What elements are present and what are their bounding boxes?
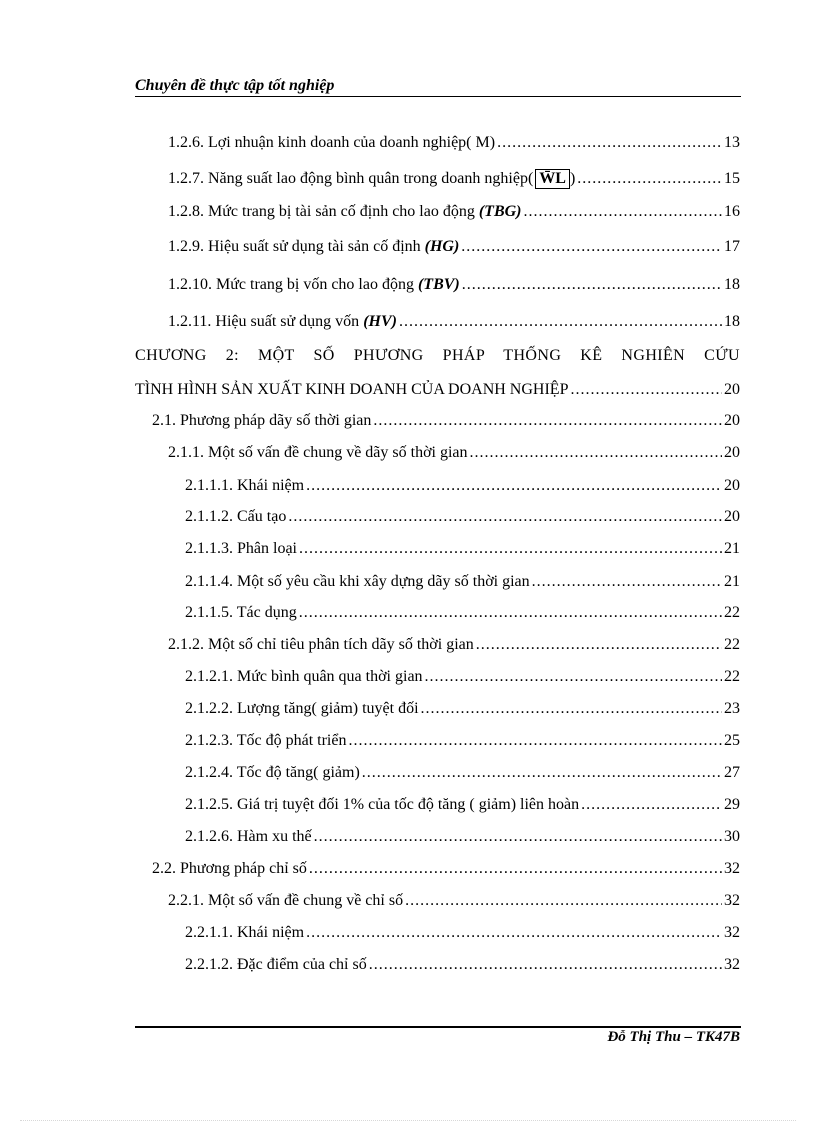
toc-leader — [476, 636, 722, 654]
toc-page-number: 18 — [724, 313, 740, 330]
toc-entry-text: 1.2.9. Hiệu suất sử dụng tài sản cố định — [168, 238, 421, 255]
toc-page-number: 30 — [724, 828, 740, 845]
toc-leader — [306, 477, 722, 495]
toc-entry[interactable] — [185, 796, 740, 814]
toc-entry-text: 2.1. Phương pháp dãy số thời gian — [152, 412, 372, 429]
toc-page-number: 23 — [724, 700, 740, 717]
toc-page-number: 20 — [724, 412, 740, 429]
toc-page-number: 29 — [724, 796, 740, 813]
toc-leader — [373, 412, 722, 430]
toc-leader — [405, 892, 722, 910]
toc-entry[interactable] — [152, 860, 740, 878]
toc-entry[interactable] — [168, 313, 740, 331]
toc-page-number: 13 — [724, 134, 740, 151]
toc-entry[interactable] — [168, 636, 740, 654]
toc-entry-text: 2.1.2. Một số chỉ tiêu phân tích dãy số thời gian — [168, 636, 474, 653]
toc-page-number: 17 — [724, 238, 740, 255]
toc-leader — [288, 508, 722, 526]
toc-page-number: 27 — [724, 764, 740, 781]
toc-entry[interactable] — [185, 924, 740, 942]
toc-entry[interactable] — [185, 604, 740, 622]
toc-leader — [306, 924, 722, 942]
toc-entry-text: 2.1.1.5. Tác dụng — [185, 604, 297, 621]
toc-leader — [421, 700, 722, 718]
toc-entry[interactable] — [168, 444, 740, 462]
toc-entry[interactable] — [185, 573, 740, 591]
toc-entry[interactable] — [168, 203, 740, 221]
toc-leader — [369, 956, 722, 974]
toc-entry-symbol: W̄L — [535, 169, 570, 189]
toc-entry-text: 1.2.10. Mức trang bị vốn cho lao động — [168, 276, 414, 293]
toc-page-number: 22 — [724, 604, 740, 621]
toc-entry[interactable] — [185, 956, 740, 974]
toc-entry-text: 2.2.1. Một số vấn đề chung về chỉ số — [168, 892, 404, 909]
toc-entry-text: 2.1.1. Một số vấn đề chung về dãy số thời gian — [168, 444, 468, 461]
toc-page-number: 20 — [724, 444, 740, 461]
toc-page-number: 32 — [724, 892, 740, 909]
toc-entry[interactable] — [152, 412, 740, 430]
toc-entry-text: 2.2. Phương pháp chỉ số — [152, 860, 307, 877]
toc-entry-text: 2.1.2.6. Hàm xu thế — [185, 828, 312, 845]
toc-entry[interactable] — [185, 828, 740, 846]
toc-entry-tail: ) — [569, 170, 576, 187]
toc-entry-symbol: (TBG) — [478, 203, 522, 220]
toc-leader — [581, 796, 722, 814]
page-header: Chuyên đề thực tập tốt nghiệp — [135, 77, 335, 94]
toc-leader — [299, 604, 722, 622]
toc-entry-text: 2.2.1.1. Khái niệm — [185, 924, 305, 941]
toc-page-number: 15 — [724, 170, 740, 187]
toc-entry[interactable] — [185, 540, 740, 558]
toc-entry-chapter[interactable] — [135, 381, 740, 399]
toc-entry[interactable] — [168, 169, 740, 189]
toc-leader — [470, 444, 722, 462]
toc-entry-text: 2.1.2.4. Tốc độ tăng( giảm) — [185, 764, 360, 781]
toc-entry[interactable] — [185, 508, 740, 526]
toc-leader — [362, 764, 722, 782]
toc-entry[interactable] — [185, 764, 740, 782]
toc-leader — [399, 313, 722, 331]
toc-entry[interactable] — [185, 732, 740, 750]
toc-entry-text: 2.1.2.2. Lượng tăng( giảm) tuyệt đối — [185, 700, 419, 717]
toc-entry-text: 1.2.7. Năng suất lao động bình quân trong doanh nghiệp( — [168, 170, 534, 187]
toc-leader — [532, 573, 722, 591]
toc-page-number: 32 — [724, 924, 740, 941]
footer-rule — [135, 1026, 741, 1028]
toc-page-number: 32 — [724, 860, 740, 877]
page-bottom-border — [20, 1120, 796, 1121]
toc-entry-symbol: (TBV) — [417, 276, 460, 293]
toc-entry-text: 2.1.2.3. Tốc độ phát triển — [185, 732, 347, 749]
toc-entry[interactable] — [185, 700, 740, 718]
toc-page-number: 20 — [724, 508, 740, 525]
toc-entry[interactable] — [185, 477, 740, 495]
toc-entry[interactable] — [168, 238, 740, 256]
toc-page-number: 20 — [724, 477, 740, 494]
toc-page-number: 21 — [724, 573, 740, 590]
toc-entry-text: 1.2.8. Mức trang bị tài sản cố định cho lao động — [168, 203, 475, 220]
toc-leader — [314, 828, 722, 846]
toc-entry[interactable] — [168, 276, 740, 294]
toc-page-number: 22 — [724, 668, 740, 685]
toc-entry-text: 2.1.2.1. Mức bình quân qua thời gian — [185, 668, 423, 685]
toc-entry-text: 2.1.1.4. Một số yêu cầu khi xây dựng dãy số thời gian — [185, 573, 530, 590]
toc-leader — [299, 540, 722, 558]
toc-page-number: 25 — [724, 732, 740, 749]
toc-leader — [461, 238, 722, 256]
header-rule — [135, 96, 741, 97]
toc-entry-text: 2.1.1.2. Cấu tạo — [185, 508, 287, 525]
toc-entry[interactable] — [185, 668, 740, 686]
toc-page-number: 32 — [724, 956, 740, 973]
toc-entry-text: 2.1.1.3. Phân loại — [185, 540, 297, 557]
chapter-heading-line2: TÌNH HÌNH SẢN XUẤT KINH DOANH CỦA DOANH NGHIỆP — [135, 381, 569, 398]
chapter-heading-line1[interactable]: CHƯƠNG 2: MỘT SỐ PHƯƠNG PHÁP THỐNG KÊ NGHIÊN CỨU — [135, 347, 740, 364]
toc-leader — [570, 381, 722, 399]
toc-entry-symbol: (HV) — [363, 313, 397, 330]
toc-leader — [524, 203, 723, 221]
toc-entry-text: 1.2.11. Hiệu suất sử dụng vốn — [168, 313, 360, 330]
toc-entry[interactable] — [168, 892, 740, 910]
toc-entry[interactable] — [168, 134, 740, 152]
toc-entry-text: 2.1.2.5. Giá trị tuyệt đối 1% của tốc độ tăng ( giảm) liên hoàn — [185, 796, 580, 813]
toc-leader — [497, 134, 722, 152]
toc-entry-text: 1.2.6. Lợi nhuận kinh doanh của doanh nghiệp( M) — [168, 134, 496, 151]
toc-leader — [462, 276, 722, 294]
toc-leader — [309, 860, 722, 878]
toc-page-number: 18 — [724, 276, 740, 293]
page-footer: Đỗ Thị Thu – TK47B — [607, 1029, 740, 1045]
toc-entry-text: 2.2.1.2. Đặc điểm của chỉ số — [185, 956, 367, 973]
toc-leader — [425, 668, 722, 686]
toc-entry-text: 2.1.1.1. Khái niệm — [185, 477, 305, 494]
toc-page-number: 16 — [724, 203, 740, 220]
toc-leader — [348, 732, 722, 750]
toc-page-number: 20 — [724, 381, 740, 398]
toc-leader — [577, 170, 722, 188]
toc-entry-symbol: (HG) — [424, 238, 460, 255]
toc-page-number: 21 — [724, 540, 740, 557]
toc-page-number: 22 — [724, 636, 740, 653]
